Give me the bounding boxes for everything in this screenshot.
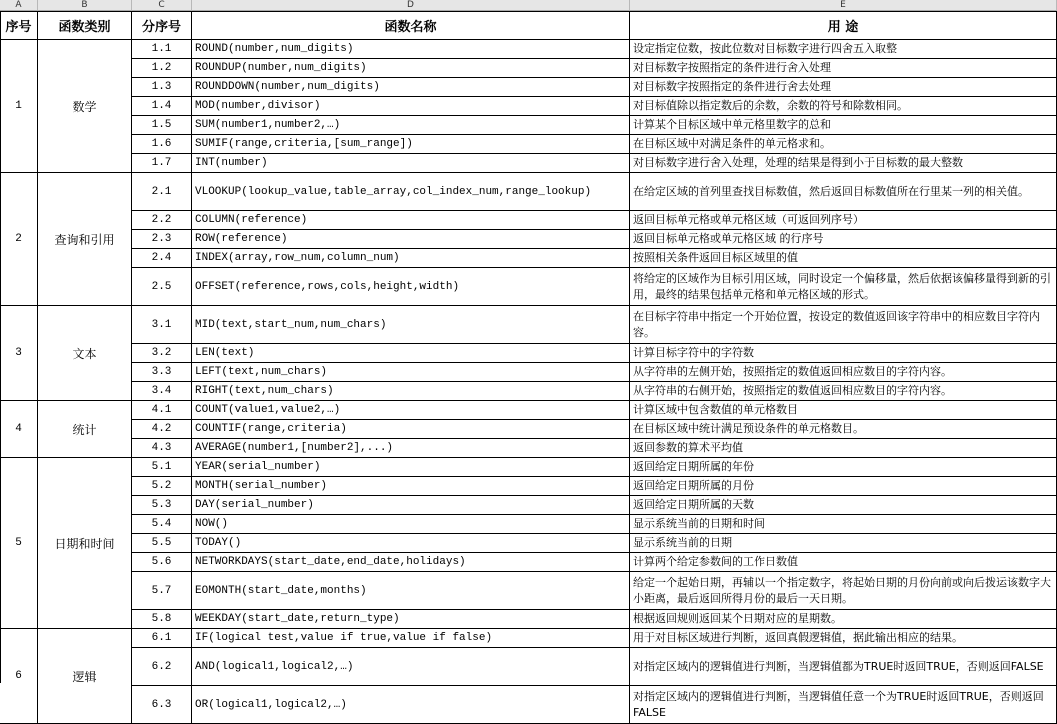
table-cell-function[interactable] (192, 420, 630, 439)
table-cell-function[interactable] (192, 268, 630, 306)
table-cell-usage[interactable] (630, 610, 1057, 629)
table-cell-usage[interactable] (630, 211, 1057, 230)
table-cell-function[interactable] (192, 135, 630, 154)
function-signature: NETWORKDAYS(start_date,end_date,holidays) (195, 556, 466, 568)
function-signature: IF(logical test,value if true,value if false) (195, 632, 493, 644)
table-cell-sub-seq[interactable] (132, 344, 192, 363)
usage-text: 给定一个起始日期，再辅以一个指定数字，将起始日期的月份向前或向后拨运该数字大小距离，最后返回所得月份的最后一天日期。 (633, 575, 1051, 605)
function-signature: MID(text,start_num,num_chars) (195, 318, 387, 331)
table-cell-usage[interactable] (630, 78, 1057, 97)
table-cell-seq[interactable] (0, 458, 38, 629)
category-value: 文本 (72, 346, 97, 361)
sub-seq-value: 5.4 (151, 518, 172, 530)
column-header-d[interactable]: D (192, 0, 630, 11)
table-cell-sub-seq[interactable] (132, 154, 192, 173)
table-cell-usage[interactable] (630, 629, 1057, 648)
table-cell-sub-seq[interactable] (132, 230, 192, 249)
table-cell-usage[interactable] (630, 477, 1057, 496)
sub-seq-value: 5.6 (151, 556, 172, 568)
function-signature: ROUNDDOWN(number,num_digits) (195, 81, 380, 93)
table-cell-usage[interactable] (630, 458, 1057, 477)
table-cell-sub-seq[interactable] (132, 648, 192, 686)
table-cell-sub-seq[interactable] (132, 553, 192, 572)
seq-value: 5 (15, 537, 22, 549)
sub-seq-value: 2.3 (151, 233, 172, 245)
table-cell-function[interactable] (192, 686, 630, 724)
usage-text: 计算两个给定参数间的工作日数值 (633, 555, 798, 568)
usage-text: 返回给定日期所属的年份 (633, 460, 754, 473)
usage-text: 从字符串的右侧开始，按照指定的数值返回相应数目的字符内容。 (633, 384, 952, 397)
header-sub-seq-label: 分序号 (141, 20, 181, 35)
usage-text: 返回参数的算术平均值 (633, 441, 743, 454)
table-cell-function[interactable] (192, 116, 630, 135)
table-cell-function[interactable] (192, 496, 630, 515)
table-cell-sub-seq[interactable] (132, 439, 192, 458)
function-signature: LEFT(text,num_chars) (195, 366, 328, 378)
sub-seq-value: 4.2 (151, 423, 172, 435)
function-signature: SUMIF(range,criteria,[sum_range]) (195, 138, 413, 150)
table-cell-seq[interactable] (0, 306, 38, 401)
sub-seq-value: 1.6 (151, 138, 172, 150)
table-cell-sub-seq[interactable] (132, 458, 192, 477)
function-signature: OFFSET(reference,rows,cols,height,width) (195, 280, 460, 293)
table-cell-usage[interactable] (630, 249, 1057, 268)
table-cell-sub-seq[interactable] (132, 306, 192, 344)
function-signature: VLOOKUP(lookup_value,table_array,col_index_num,range_lookup) (195, 185, 592, 198)
table-cell-usage[interactable] (630, 553, 1057, 572)
table-cell-usage[interactable] (630, 572, 1057, 610)
sub-seq-value: 3.1 (151, 318, 172, 331)
table-cell-sub-seq[interactable] (132, 629, 192, 648)
sub-seq-value: 1.1 (151, 43, 172, 55)
table-cell-sub-seq[interactable] (132, 496, 192, 515)
usage-text: 返回给定日期所属的天数 (633, 498, 754, 511)
usage-text: 从字符串的左侧开始，按照指定的数值返回相应数目的字符内容。 (633, 365, 952, 378)
table-cell-function[interactable] (192, 154, 630, 173)
sub-seq-value: 6.1 (151, 632, 172, 644)
table-cell-usage[interactable] (630, 420, 1057, 439)
sub-seq-value: 6.2 (151, 660, 172, 673)
usage-text: 按照相关条件返回目标区域里的值 (633, 251, 798, 264)
table-cell-usage[interactable] (630, 534, 1057, 553)
seq-value: 2 (15, 233, 22, 245)
table-cell-sub-seq[interactable] (132, 572, 192, 610)
usage-text: 显示系统当前的日期和时间 (633, 517, 765, 530)
table-cell-function[interactable] (192, 515, 630, 534)
sub-seq-value: 5.5 (151, 537, 172, 549)
header-function-name[interactable] (192, 11, 630, 40)
table-cell-sub-seq[interactable] (132, 610, 192, 629)
table-cell-category[interactable] (38, 458, 132, 629)
table-cell-usage[interactable] (630, 401, 1057, 420)
sub-seq-value: 2.5 (151, 280, 172, 293)
table-cell-sub-seq[interactable] (132, 116, 192, 135)
usage-text: 返回给定日期所属的月份 (633, 479, 754, 492)
table-cell-seq[interactable] (0, 629, 38, 724)
usage-text: 计算目标字符中的字符数 (633, 346, 754, 359)
function-signature: INT(number) (195, 157, 268, 169)
table-cell-usage[interactable] (630, 496, 1057, 515)
usage-text: 对目标数字按照指定的条件进行舍去处理 (633, 80, 831, 93)
sub-seq-value: 2.4 (151, 252, 172, 264)
sub-seq-value: 3.4 (151, 385, 172, 397)
table-cell-seq[interactable] (0, 40, 38, 173)
seq-value: 1 (15, 100, 22, 112)
table-cell-seq[interactable] (0, 173, 38, 306)
table-cell-usage[interactable] (630, 363, 1057, 382)
sub-seq-value: 3.3 (151, 366, 172, 378)
category-value: 数学 (72, 99, 97, 114)
function-signature: ROUNDUP(number,num_digits) (195, 62, 367, 74)
table-cell-usage[interactable] (630, 116, 1057, 135)
table-cell-function[interactable] (192, 553, 630, 572)
table-cell-usage[interactable] (630, 344, 1057, 363)
table-cell-sub-seq[interactable] (132, 515, 192, 534)
table-cell-function[interactable] (192, 211, 630, 230)
header-category[interactable] (38, 11, 132, 40)
category-value: 日期和时间 (54, 536, 115, 551)
table-cell-function[interactable] (192, 363, 630, 382)
sub-seq-value: 3.2 (151, 347, 172, 359)
header-usage-label: 用 途 (827, 20, 859, 35)
table-cell-function[interactable] (192, 40, 630, 59)
table-cell-sub-seq[interactable] (132, 268, 192, 306)
table-cell-category[interactable] (38, 629, 132, 724)
table-cell-usage[interactable] (630, 59, 1057, 78)
table-cell-function[interactable] (192, 572, 630, 610)
table-cell-usage[interactable] (630, 648, 1057, 686)
sub-seq-value: 4.3 (151, 442, 172, 454)
table-cell-sub-seq[interactable] (132, 534, 192, 553)
function-signature: ROUND(number,num_digits) (195, 43, 354, 55)
table-cell-function[interactable] (192, 648, 630, 686)
usage-text: 对指定区域内的逻辑值进行判断，当逻辑值任意一个为TRUE时返回TRUE，否则返回FALSE (633, 689, 1044, 719)
column-header-b[interactable]: B (38, 0, 132, 11)
table-cell-category[interactable] (38, 40, 132, 173)
function-signature: EOMONTH(start_date,months) (195, 584, 367, 597)
table-cell-usage[interactable] (630, 173, 1057, 211)
header-seq[interactable] (0, 11, 38, 40)
table-cell-function[interactable] (192, 59, 630, 78)
column-header-c[interactable]: C (132, 0, 192, 11)
column-header-a[interactable]: A (0, 0, 38, 11)
function-signature: WEEKDAY(start_date,return_type) (195, 613, 400, 625)
function-signature: TODAY() (195, 537, 242, 549)
function-signature: MONTH(serial_number) (195, 480, 328, 492)
table-cell-sub-seq[interactable] (132, 173, 192, 211)
table-cell-sub-seq[interactable] (132, 401, 192, 420)
table-cell-sub-seq[interactable] (132, 477, 192, 496)
table-cell-function[interactable] (192, 401, 630, 420)
table-cell-category[interactable] (38, 401, 132, 458)
sub-seq-value: 5.8 (151, 613, 172, 625)
function-signature: INDEX(array,row_num,column_num) (195, 252, 400, 264)
header-sub-seq[interactable] (132, 11, 192, 40)
function-signature: LEN(text) (195, 347, 255, 359)
table-cell-sub-seq[interactable] (132, 40, 192, 59)
table-cell-function[interactable] (192, 306, 630, 344)
table-cell-usage[interactable] (630, 154, 1057, 173)
sub-seq-value: 1.7 (151, 157, 172, 169)
usage-text: 用于对目标区域进行判断，返回真假逻辑值，据此输出相应的结果。 (633, 631, 963, 644)
sub-seq-value: 2.1 (151, 185, 172, 198)
table-cell-function[interactable] (192, 249, 630, 268)
table-cell-function[interactable] (192, 477, 630, 496)
function-signature: OR(logical1,logical2,…) (195, 698, 347, 711)
seq-value: 3 (15, 347, 22, 359)
table-cell-sub-seq[interactable] (132, 211, 192, 230)
sub-seq-value: 1.5 (151, 119, 172, 131)
sub-seq-value: 2.2 (151, 214, 172, 226)
sub-seq-value: 5.2 (151, 480, 172, 492)
seq-value: 4 (15, 423, 22, 435)
usage-text: 返回目标单元格或单元格区域 的行序号 (633, 232, 824, 245)
table-cell-seq[interactable] (0, 401, 38, 458)
function-signature: SUM(number1,number2,…) (195, 119, 341, 131)
usage-text: 对目标数字按照指定的条件进行舍入处理 (633, 61, 831, 74)
table-cell-function[interactable] (192, 173, 630, 211)
header-category-label: 函数类别 (58, 20, 111, 35)
usage-text: 根据返回规则返回某个日期对应的星期数。 (633, 612, 842, 625)
sub-seq-value: 5.3 (151, 499, 172, 511)
table-cell-usage[interactable] (630, 230, 1057, 249)
table-cell-usage[interactable] (630, 306, 1057, 344)
table-cell-usage[interactable] (630, 135, 1057, 154)
table-cell-function[interactable] (192, 439, 630, 458)
usage-text: 在目标区域中统计满足预设条件的单元格数目。 (633, 422, 864, 435)
usage-text: 在目标区域中对满足条件的单元格求和。 (633, 137, 831, 150)
usage-text: 在给定区域的首列里查找目标数值，然后返回目标数值所在行里某一列的相关值。 (633, 184, 1029, 198)
usage-text: 计算某个目标区域中单元格里数字的总和 (633, 118, 831, 131)
table-cell-usage[interactable] (630, 40, 1057, 59)
table-cell-function[interactable] (192, 534, 630, 553)
table-cell-usage[interactable] (630, 97, 1057, 116)
usage-text: 将给定的区域作为目标引用区域，同时设定一个偏移量，然后依据该偏移量得到新的引用，最终的结果包括单元格和单元格区域的形式。 (633, 271, 1051, 301)
function-signature: COLUMN(reference) (195, 214, 308, 226)
sub-seq-value: 1.2 (151, 62, 172, 74)
function-signature: COUNT(value1,value2,…) (195, 404, 341, 416)
table-cell-sub-seq[interactable] (132, 420, 192, 439)
header-seq-label: 序号 (5, 20, 32, 35)
table-cell-function[interactable] (192, 97, 630, 116)
usage-text: 计算区域中包含数值的单元格数目 (633, 403, 798, 416)
function-signature: MOD(number,divisor) (195, 100, 321, 112)
usage-text: 返回目标单元格或单元格区域（可返回列序号） (633, 213, 864, 226)
table-cell-usage[interactable] (630, 686, 1057, 724)
function-signature: NOW() (195, 518, 229, 530)
table-cell-function[interactable] (192, 78, 630, 97)
table-cell-usage[interactable] (630, 268, 1057, 306)
usage-text: 对目标值除以指定数后的余数，余数的符号和除数相同。 (633, 99, 908, 112)
function-signature: ROW(reference) (195, 233, 288, 245)
sub-seq-value: 1.3 (151, 81, 172, 93)
sub-seq-value: 6.3 (151, 698, 172, 711)
table-cell-sub-seq[interactable] (132, 363, 192, 382)
usage-text: 显示系统当前的日期 (633, 536, 732, 549)
table-cell-usage[interactable] (630, 382, 1057, 401)
table-cell-usage[interactable] (630, 439, 1057, 458)
category-value: 统计 (72, 422, 97, 437)
table-cell-sub-seq[interactable] (132, 59, 192, 78)
category-value: 查询和引用 (54, 232, 115, 247)
table-cell-sub-seq[interactable] (132, 78, 192, 97)
header-usage[interactable] (630, 11, 1057, 40)
table-cell-category[interactable] (38, 173, 132, 306)
function-signature: YEAR(serial_number) (195, 461, 321, 473)
function-signature: COUNTIF(range,criteria) (195, 423, 347, 435)
seq-value: 6 (15, 670, 22, 682)
table-cell-function[interactable] (192, 629, 630, 648)
table-cell-sub-seq[interactable] (132, 97, 192, 116)
table-cell-function[interactable] (192, 230, 630, 249)
header-function-name-label: 函数名称 (384, 20, 437, 35)
function-signature: DAY(serial_number) (195, 499, 314, 511)
table-cell-function[interactable] (192, 382, 630, 401)
table-cell-sub-seq[interactable] (132, 249, 192, 268)
table-cell-category[interactable] (38, 306, 132, 401)
table-cell-usage[interactable] (630, 515, 1057, 534)
sub-seq-value: 5.7 (151, 584, 172, 597)
table-cell-sub-seq[interactable] (132, 382, 192, 401)
usage-text: 设定指定位数，按此位数对目标数字进行四舍五入取整 (633, 42, 897, 55)
table-cell-sub-seq[interactable] (132, 686, 192, 724)
function-signature: AVERAGE(number1,[number2],...) (195, 442, 394, 454)
sub-seq-value: 4.1 (151, 404, 172, 416)
function-signature: RIGHT(text,num_chars) (195, 385, 334, 397)
column-header-e[interactable]: E (630, 0, 1057, 11)
table-cell-sub-seq[interactable] (132, 135, 192, 154)
category-value: 逻辑 (72, 669, 97, 684)
table-cell-function[interactable] (192, 458, 630, 477)
usage-text: 在目标字符串中指定一个开始位置，按设定的数值返回该字符串中的相应数目字符内容。 (633, 309, 1040, 339)
sub-seq-value: 5.1 (151, 461, 172, 473)
sub-seq-value: 1.4 (151, 100, 172, 112)
usage-text: 对指定区域内的逻辑值进行判断，当逻辑值都为TRUE时返回TRUE，否则返回FALSE (633, 659, 1044, 673)
table-cell-function[interactable] (192, 344, 630, 363)
table-cell-function[interactable] (192, 610, 630, 629)
function-signature: AND(logical1,logical2,…) (195, 660, 354, 673)
usage-text: 对目标数字进行舍入处理，处理的结果是得到小于目标数的最大整数 (633, 156, 963, 169)
